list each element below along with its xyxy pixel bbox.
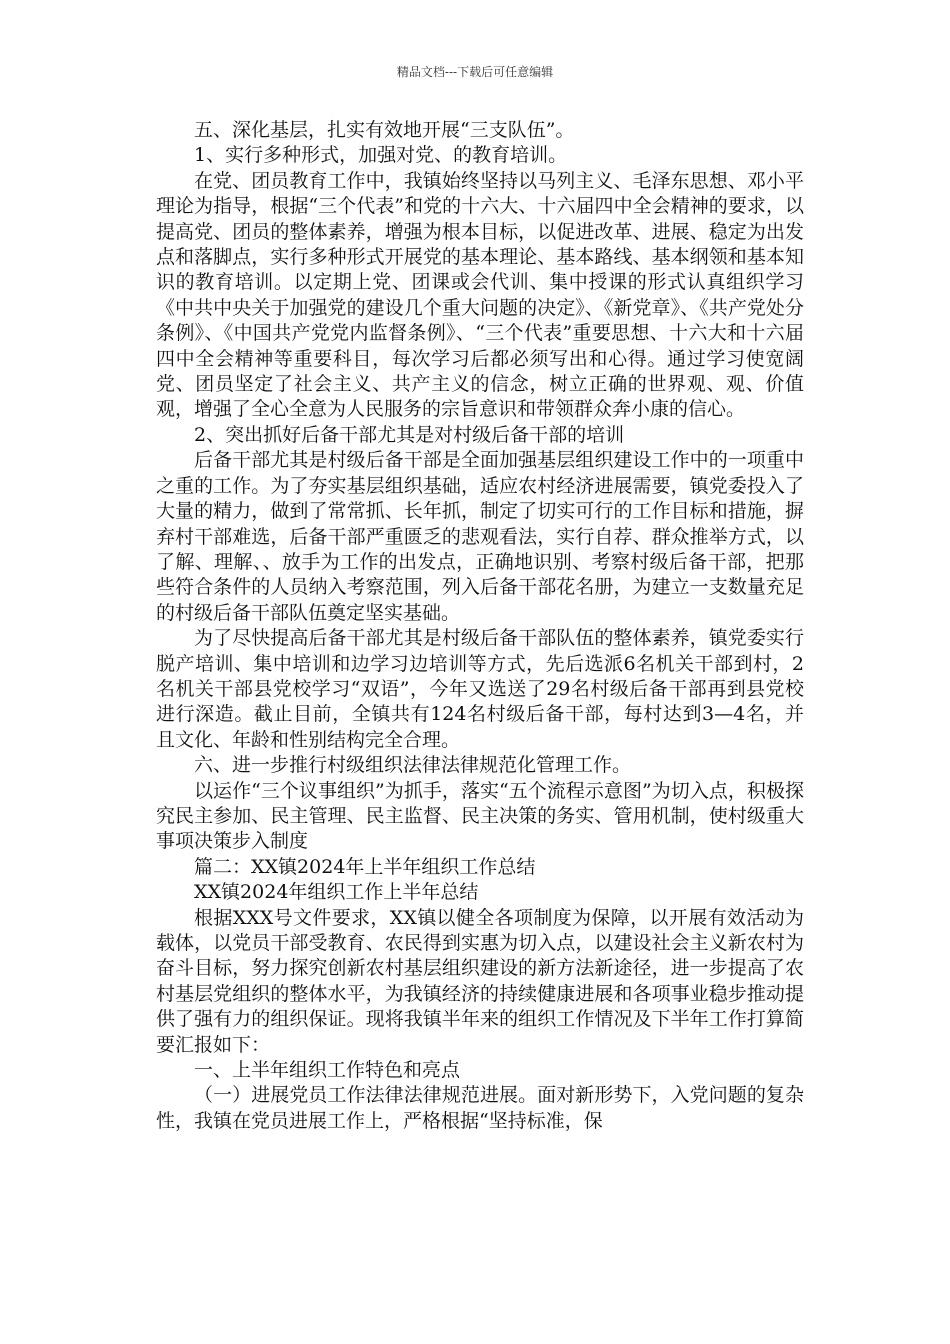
section-heading-6: 六、进一步推行村级组织法律法律规范化管理工作。 <box>194 754 632 777</box>
body-paragraph: 后备干部尤其是村级后备干部是全面加强基层组织建设工作中的一项重中之重的工作。为了夯实基层组织基础，适应农村经济进展需要，镇党委投入了大量的精力，做到了常常抓、长年抓，制定了切实可行的工作目标和措施，摒弃村干部难选，后备干部严重匮乏的悲观看法，实行自荐、群众推举方式，以了解、理解、、放手为工作的出发点，正确地识别、考察村级后备干部，把那些符合条件的人员纳入考察范围，列入后备干部花名册，为建立一支数量充足的村级后备干部队伍奠定坚实基础。 <box>156 449 804 624</box>
subheading-2: 2、突出抓好后备干部尤其是对村级后备干部的培训 <box>194 423 625 446</box>
section-heading-5: 五、深化基层，扎实有效地开展“三支队伍”。 <box>194 119 575 141</box>
page-header: 精品文档---下载后可任意编辑 <box>396 65 554 79</box>
body-paragraph: 在党、团员教育工作中，我镇始终坚持以马列主义、毛泽东思想、邓小平理论为指导，根据“三个代表”和党的十六大、十六届四中全会精神的要求，以提高党、团员的整体素养，增强为根本目标，以促进改革、进展、稳定为出发点和落脚点，实行多种形式开展党的基本理论、基本路线、基本纲领和基本知识的教育培训。以定期上党、团课或会代训、集中授课的形式认真组织学习《中共中央关于加强党的建设几个重大问题的决定》、《新党章》、《共产党处分条例》、《中国共产党党内监督条例》、“三个代表”重要思想、十六大和十六届四中全会精神等重要科目，每次学习后都必须写出和心得。通过学习使宽阔党、团员坚定了社会主义、共产主义的信念，树立正确的世界观、观、价值观，增强了全心全意为人民服务的宗旨意识和带领群众奔小康的信心。 <box>156 169 804 421</box>
document-body <box>156 118 804 1134</box>
body-paragraph: 为了尽快提高后备干部尤其是村级后备干部队伍的整体素养，镇党委实行脱产培训、集中培训和边学习边培训等方式，先后选派6名机关干部到村，2名机关干部县党校学习“双语”，今年又选送了29名村级后备干部再到县党校进行深造。截止目前，全镇共有124名村级后备干部，每村达到3—4名，并且文化、年龄和性别结构完全合理。 <box>156 627 804 751</box>
section-heading-1: 一、上半年组织工作特色和亮点 <box>194 1059 461 1082</box>
body-paragraph: （一）进展党员工作法律法律规范进展。面对新形势下，入党问题的复杂性，我镇在党员进展工作上，严格根据“坚持标准，保 <box>156 1084 804 1132</box>
body-paragraph: 以运作“三个议事组织”为抓手，落实“五个流程示意图”为切入点，积极探究民主参加、民主管理、民主监督、民主决策的务实、管用机制，使村级重大事项决策步入制度 <box>156 779 804 853</box>
subheading-1: 1、实行多种形式，加强对党、的教育培训。 <box>194 144 568 167</box>
article-title: 篇二：XX镇2024年上半年组织工作总结 <box>194 855 536 878</box>
article-subtitle: XX镇2024年组织工作上半年总结 <box>194 881 479 904</box>
body-paragraph: 根据XXX号文件要求，XX镇以健全各项制度为保障，以开展有效活动为载体，以党员干部受教育、农民得到实惠为切入点，以建设社会主义新农村为奋斗目标，努力探究创新农村基层组织建设的新方法新途径，进一步提高了农村基层党组织的整体水平，为我镇经济的持续健康进展和各项事业稳步推动提供了强有力的组织保证。现将我镇半年来的组织工作情况及下半年工作打算简要汇报如下： <box>156 906 804 1056</box>
